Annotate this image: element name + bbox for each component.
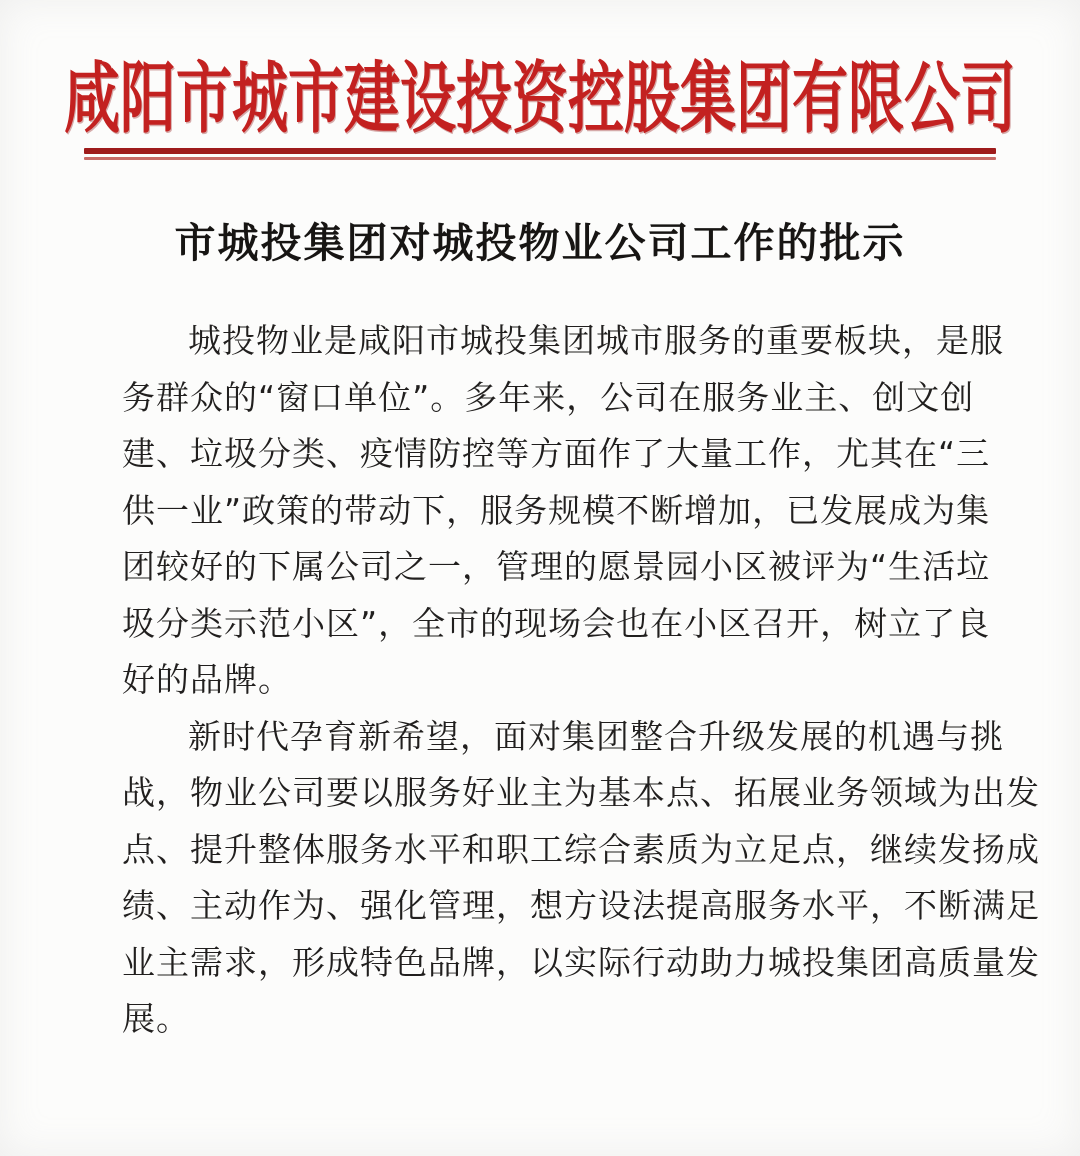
paragraph-1-line: 好的品牌。	[122, 660, 292, 699]
document-title: 市城投集团对城投物业公司工作的批示	[174, 219, 906, 267]
paragraph-2-line: 新时代孕育新希望，面对集团整合升级发展的机遇与挑	[188, 716, 1004, 756]
paragraph-1-line: 圾分类示范小区”，全市的现场会也在小区召开，树立了良	[122, 603, 991, 643]
paragraph-2-line: 展。	[122, 999, 190, 1038]
paragraph-2-line: 业主需求，形成特色品牌，以实际行动助力城投集团高质量发	[122, 942, 1040, 982]
paragraph-1-line: 供一业”政策的带动下，服务规模不断增加，已发展成为集	[122, 490, 991, 530]
paragraph-1-line: 建、垃圾分类、疫情防控等方面作了大量工作，尤其在“三	[122, 434, 991, 473]
document-body	[122, 313, 1040, 1048]
company-name: 咸阳市城市建设投资控股集团有限公司	[64, 53, 1016, 145]
paragraph-2-line: 战，物业公司要以服务好业主为基本点、拓展业务领域为出发	[122, 773, 1040, 812]
letterhead-rule-thin	[84, 157, 996, 160]
paragraph-1-line: 务群众的“窗口单位”。多年来，公司在服务业主、创文创	[122, 377, 975, 417]
paragraph-1-line: 团较好的下属公司之一，管理的愿景园小区被评为“生活垃	[122, 547, 991, 586]
letterhead	[0, 0, 1080, 145]
letterhead-rule	[84, 148, 996, 160]
paragraph-1-line: 城投物业是咸阳市城投集团城市服务的重要板块，是服	[188, 321, 1004, 360]
paragraph-2-line: 点、提升整体服务水平和职工综合素质为立足点，继续发扬成	[122, 829, 1040, 869]
paragraph-2-line: 绩、主动作为、强化管理，想方设法提高服务水平，不断满足	[122, 886, 1040, 925]
letterhead-rule-thick	[84, 148, 996, 154]
